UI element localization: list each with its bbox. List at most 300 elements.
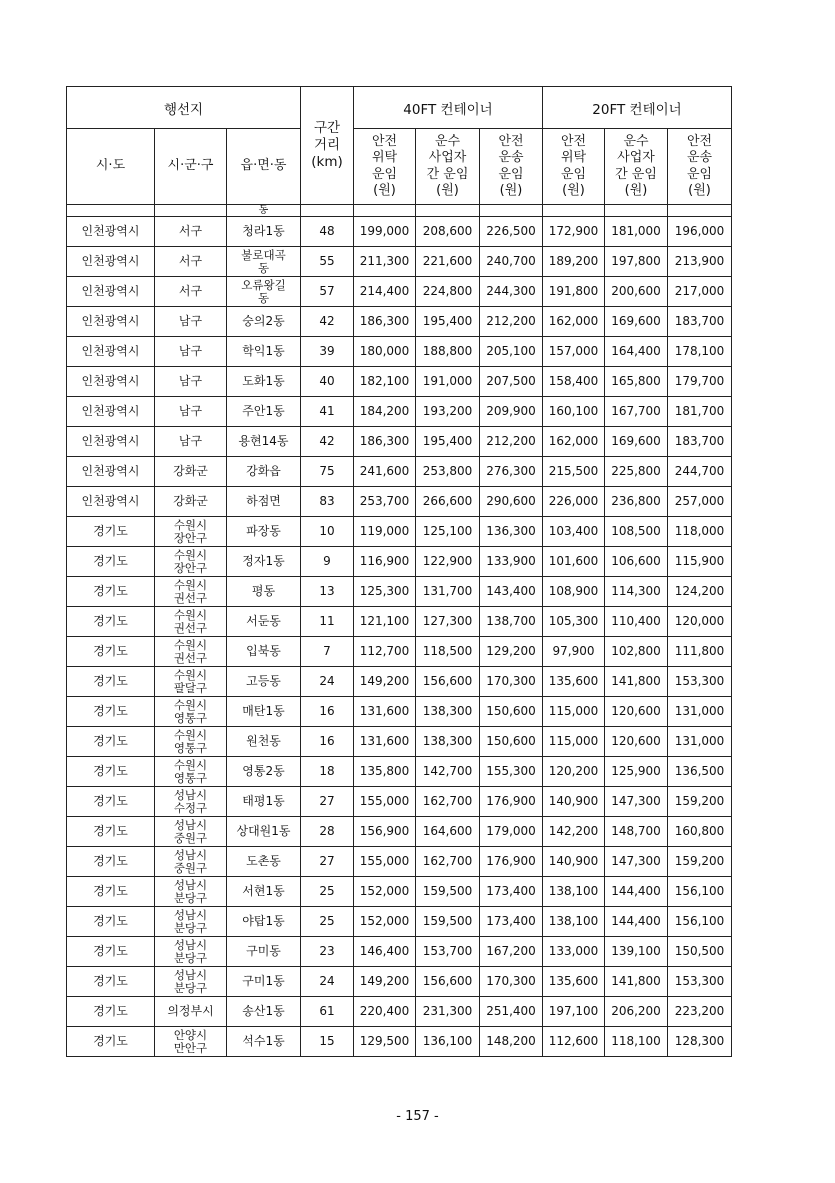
rate-40ft-carrier-cell: 231,300	[416, 997, 480, 1027]
sido-cell: 인천광역시	[67, 217, 155, 247]
distance-cell: 27	[301, 847, 354, 877]
sido-cell: 경기도	[67, 517, 155, 547]
sigungu-cell: 강화군	[155, 457, 227, 487]
rate-40ft-carrier-cell: 266,600	[416, 487, 480, 517]
sigungu-cell: 성남시 분당구	[155, 937, 227, 967]
rate-20ft-safe-transport-cell: 118,000	[668, 517, 732, 547]
rate-20ft-carrier-cell: 110,400	[605, 607, 668, 637]
rate-20ft-safe-consign-cell: 160,100	[543, 397, 605, 427]
dong-cell: 상대원1동	[227, 817, 301, 847]
rate-20ft-carrier-cell: 206,200	[605, 997, 668, 1027]
sido-cell: 경기도	[67, 967, 155, 997]
header-sido: 시·도	[67, 129, 155, 205]
rate-20ft-safe-transport-cell: 183,700	[668, 427, 732, 457]
rate-40ft-safe-consign-cell: 214,400	[354, 277, 416, 307]
header-40ft-carrier: 운수 사업자 간 운임 (원)	[416, 129, 480, 205]
rate-20ft-carrier-cell: 164,400	[605, 337, 668, 367]
rate-40ft-safe-transport-cell: 167,200	[480, 937, 543, 967]
rate-40ft-carrier-cell: 188,800	[416, 337, 480, 367]
rate-40ft-safe-consign-cell: 156,900	[354, 817, 416, 847]
distance-cell: 57	[301, 277, 354, 307]
rate-40ft-safe-consign-cell: 149,200	[354, 967, 416, 997]
sigungu-cell: 서구	[155, 247, 227, 277]
rate-20ft-carrier-cell: 236,800	[605, 487, 668, 517]
rate-20ft-safe-consign-cell: 135,600	[543, 667, 605, 697]
rate-20ft-safe-consign-cell: 101,600	[543, 547, 605, 577]
rate-40ft-carrier-cell: 191,000	[416, 367, 480, 397]
rate-40ft-safe-consign-cell: 220,400	[354, 997, 416, 1027]
rate-40ft-carrier-cell: 156,600	[416, 967, 480, 997]
dong-cell: 석수1동	[227, 1027, 301, 1057]
distance-cell: 7	[301, 637, 354, 667]
distance-cell: 16	[301, 727, 354, 757]
dong-cell: 정자1동	[227, 547, 301, 577]
dong-cell: 입북동	[227, 637, 301, 667]
rate-20ft-safe-transport-cell: 196,000	[668, 217, 732, 247]
distance-cell: 61	[301, 997, 354, 1027]
rate-40ft-carrier-cell: 162,700	[416, 847, 480, 877]
rate-40ft-carrier-cell: 162,700	[416, 787, 480, 817]
rate-40ft-carrier-cell: 131,700	[416, 577, 480, 607]
rate-20ft-carrier-cell: 147,300	[605, 787, 668, 817]
distance-cell: 55	[301, 247, 354, 277]
rate-20ft-safe-transport-cell: 213,900	[668, 247, 732, 277]
rate-40ft-safe-consign-cell: 186,300	[354, 307, 416, 337]
sigungu-cell: 수원시 장안구	[155, 517, 227, 547]
dong-cell: 서둔동	[227, 607, 301, 637]
rate-40ft-safe-transport-cell: 129,200	[480, 637, 543, 667]
sigungu-cell: 성남시 수정구	[155, 787, 227, 817]
distance-cell: 25	[301, 877, 354, 907]
distance-cell: 75	[301, 457, 354, 487]
rate-40ft-carrier-cell: 193,200	[416, 397, 480, 427]
sido-cell: 경기도	[67, 817, 155, 847]
rate-table-body	[67, 205, 732, 1057]
dong-cell: 구미동	[227, 937, 301, 967]
distance-cell: 28	[301, 817, 354, 847]
header-40ft: 40FT 컨테이너	[354, 87, 543, 129]
header-20ft-carrier: 운수 사업자 간 운임 (원)	[605, 129, 668, 205]
rate-20ft-safe-transport-cell: 159,200	[668, 847, 732, 877]
rate-20ft-safe-consign-cell: 162,000	[543, 307, 605, 337]
rate-40ft-safe-consign-cell: 155,000	[354, 787, 416, 817]
rate-20ft-carrier-cell: 118,100	[605, 1027, 668, 1057]
table-row	[67, 997, 732, 1027]
rate-20ft-carrier-cell: 225,800	[605, 457, 668, 487]
table-row	[67, 847, 732, 877]
sigungu-cell: 수원시 권선구	[155, 577, 227, 607]
rate-20ft-safe-transport-cell: 156,100	[668, 907, 732, 937]
table-row	[67, 967, 732, 997]
rate-40ft-safe-transport-cell: 143,400	[480, 577, 543, 607]
rate-40ft-safe-transport-cell: 251,400	[480, 997, 543, 1027]
rate-40ft-carrier-cell: 156,600	[416, 667, 480, 697]
rate-20ft-safe-transport-cell: 160,800	[668, 817, 732, 847]
rate-20ft-safe-consign-cell: 140,900	[543, 847, 605, 877]
rate-20ft-carrier-cell: 148,700	[605, 817, 668, 847]
rate-40ft-carrier-cell: 153,700	[416, 937, 480, 967]
rate-40ft-safe-consign-cell: 155,000	[354, 847, 416, 877]
rate-40ft-carrier-cell: 118,500	[416, 637, 480, 667]
rate-40ft-safe-consign-cell: 119,000	[354, 517, 416, 547]
sigungu-cell: 수원시 영통구	[155, 727, 227, 757]
sigungu-cell: 수원시 권선구	[155, 607, 227, 637]
table-row	[67, 277, 732, 307]
rate-20ft-safe-transport-cell: 156,100	[668, 877, 732, 907]
rate-20ft-safe-transport-cell: 179,700	[668, 367, 732, 397]
rate-40ft-carrier-cell: 195,400	[416, 307, 480, 337]
dong-cell: 불로대곡 동	[227, 247, 301, 277]
continuation-row	[67, 205, 732, 217]
sido-cell: 인천광역시	[67, 487, 155, 517]
dong-cell: 서현1동	[227, 877, 301, 907]
sigungu-cell: 강화군	[155, 487, 227, 517]
rate-40ft-carrier-cell: 136,100	[416, 1027, 480, 1057]
rate-20ft-carrier-cell: 120,600	[605, 727, 668, 757]
rate-40ft-safe-transport-cell: 138,700	[480, 607, 543, 637]
rate-20ft-carrier-cell: 197,800	[605, 247, 668, 277]
rate-20ft-carrier-cell: 102,800	[605, 637, 668, 667]
rate-40ft-carrier-cell: 127,300	[416, 607, 480, 637]
rate-40ft-safe-consign-cell: 241,600	[354, 457, 416, 487]
rate-20ft-safe-transport-cell: 120,000	[668, 607, 732, 637]
dong-cell: 용현14동	[227, 427, 301, 457]
rate-20ft-safe-transport-cell: 115,900	[668, 547, 732, 577]
rate-40ft-safe-transport-cell: 207,500	[480, 367, 543, 397]
sido-cell: 인천광역시	[67, 247, 155, 277]
rate-20ft-safe-transport-cell: 223,200	[668, 997, 732, 1027]
rate-20ft-carrier-cell: 114,300	[605, 577, 668, 607]
distance-cell: 42	[301, 307, 354, 337]
rate-20ft-safe-transport-cell: 124,200	[668, 577, 732, 607]
dong-cell: 주안1동	[227, 397, 301, 427]
rate-40ft-safe-transport-cell: 276,300	[480, 457, 543, 487]
dong-cell: 오류왕길 동	[227, 277, 301, 307]
table-row	[67, 607, 732, 637]
header-eupmyeondong: 읍·면·동	[227, 129, 301, 205]
rate-40ft-safe-consign-cell: 116,900	[354, 547, 416, 577]
sido-cell: 인천광역시	[67, 397, 155, 427]
rate-20ft-safe-transport-cell: 183,700	[668, 307, 732, 337]
rate-20ft-safe-transport-cell: 153,300	[668, 967, 732, 997]
rate-20ft-safe-consign-cell: 115,000	[543, 697, 605, 727]
rate-40ft-safe-transport-cell: 173,400	[480, 907, 543, 937]
rate-40ft-safe-transport-cell: 290,600	[480, 487, 543, 517]
rate-20ft-carrier-cell: 141,800	[605, 967, 668, 997]
rate-40ft-carrier-cell: 195,400	[416, 427, 480, 457]
sigungu-cell: 수원시 영통구	[155, 697, 227, 727]
rate-40ft-carrier-cell: 208,600	[416, 217, 480, 247]
rate-20ft-safe-consign-cell: 189,200	[543, 247, 605, 277]
rate-20ft-carrier-cell: 144,400	[605, 907, 668, 937]
rate-20ft-safe-transport-cell: 128,300	[668, 1027, 732, 1057]
rate-20ft-carrier-cell: 200,600	[605, 277, 668, 307]
rate-40ft-safe-consign-cell: 182,100	[354, 367, 416, 397]
distance-cell: 39	[301, 337, 354, 367]
table-row	[67, 697, 732, 727]
rate-20ft-safe-transport-cell: 131,000	[668, 697, 732, 727]
header-distance: 구간 거리 (km)	[301, 87, 354, 205]
sido-cell: 경기도	[67, 577, 155, 607]
sido-cell: 인천광역시	[67, 337, 155, 367]
table-row	[67, 577, 732, 607]
rate-40ft-safe-consign-cell: 131,600	[354, 727, 416, 757]
rate-40ft-safe-transport-cell: 244,300	[480, 277, 543, 307]
dong-cell: 구미1동	[227, 967, 301, 997]
rate-20ft-safe-consign-cell: 172,900	[543, 217, 605, 247]
rate-40ft-safe-transport-cell: 212,200	[480, 307, 543, 337]
rate-20ft-carrier-cell: 108,500	[605, 517, 668, 547]
sigungu-cell: 성남시 중원구	[155, 847, 227, 877]
rate-20ft-safe-consign-cell: 142,200	[543, 817, 605, 847]
continuation-cell: 동	[227, 205, 301, 217]
rate-20ft-safe-transport-cell: 159,200	[668, 787, 732, 817]
rate-20ft-carrier-cell: 120,600	[605, 697, 668, 727]
rate-20ft-safe-consign-cell: 215,500	[543, 457, 605, 487]
rate-40ft-safe-consign-cell: 135,800	[354, 757, 416, 787]
rate-40ft-carrier-cell: 138,300	[416, 697, 480, 727]
distance-cell: 15	[301, 1027, 354, 1057]
distance-cell: 24	[301, 967, 354, 997]
table-row	[67, 757, 732, 787]
rate-40ft-safe-transport-cell: 150,600	[480, 697, 543, 727]
dong-cell: 원천동	[227, 727, 301, 757]
header-20ft-safe-consign: 안전 위탁 운임 (원)	[543, 129, 605, 205]
sido-cell: 경기도	[67, 547, 155, 577]
rate-40ft-safe-transport-cell: 148,200	[480, 1027, 543, 1057]
distance-cell: 83	[301, 487, 354, 517]
rate-40ft-safe-transport-cell: 170,300	[480, 967, 543, 997]
sido-cell: 인천광역시	[67, 277, 155, 307]
distance-cell: 40	[301, 367, 354, 397]
rate-20ft-safe-consign-cell: 158,400	[543, 367, 605, 397]
rate-40ft-safe-consign-cell: 152,000	[354, 877, 416, 907]
sigungu-cell: 서구	[155, 217, 227, 247]
page-number: - 157 -	[396, 1109, 439, 1124]
rate-40ft-safe-transport-cell: 212,200	[480, 427, 543, 457]
rate-40ft-safe-transport-cell: 136,300	[480, 517, 543, 547]
rate-20ft-carrier-cell: 141,800	[605, 667, 668, 697]
sido-cell: 인천광역시	[67, 367, 155, 397]
sido-cell: 경기도	[67, 727, 155, 757]
sigungu-cell: 성남시 중원구	[155, 817, 227, 847]
rate-20ft-safe-consign-cell: 197,100	[543, 997, 605, 1027]
rate-20ft-safe-consign-cell: 133,000	[543, 937, 605, 967]
rate-40ft-safe-consign-cell: 125,300	[354, 577, 416, 607]
rate-20ft-carrier-cell: 106,600	[605, 547, 668, 577]
dong-cell: 청라1동	[227, 217, 301, 247]
table-row	[67, 247, 732, 277]
distance-cell: 10	[301, 517, 354, 547]
rate-40ft-carrier-cell: 224,800	[416, 277, 480, 307]
dong-cell: 야탑1동	[227, 907, 301, 937]
rate-40ft-safe-transport-cell: 173,400	[480, 877, 543, 907]
rate-20ft-safe-consign-cell: 140,900	[543, 787, 605, 817]
sido-cell: 경기도	[67, 907, 155, 937]
dong-cell: 영통2동	[227, 757, 301, 787]
rate-40ft-safe-transport-cell: 155,300	[480, 757, 543, 787]
rate-20ft-safe-consign-cell: 157,000	[543, 337, 605, 367]
rate-40ft-safe-transport-cell: 226,500	[480, 217, 543, 247]
table-row	[67, 787, 732, 817]
sido-cell: 인천광역시	[67, 307, 155, 337]
header-40ft-safe-transport: 안전 운송 운임 (원)	[480, 129, 543, 205]
distance-cell: 27	[301, 787, 354, 817]
distance-cell: 16	[301, 697, 354, 727]
table-row	[67, 1027, 732, 1057]
rate-20ft-carrier-cell: 139,100	[605, 937, 668, 967]
sigungu-cell: 남구	[155, 307, 227, 337]
rate-40ft-safe-transport-cell: 133,900	[480, 547, 543, 577]
rate-20ft-safe-consign-cell: 105,300	[543, 607, 605, 637]
table-row	[67, 367, 732, 397]
rate-20ft-carrier-cell: 169,600	[605, 307, 668, 337]
sido-cell: 경기도	[67, 877, 155, 907]
rate-20ft-safe-consign-cell: 135,600	[543, 967, 605, 997]
rate-20ft-safe-consign-cell: 226,000	[543, 487, 605, 517]
sido-cell: 경기도	[67, 697, 155, 727]
table-row	[67, 487, 732, 517]
dong-cell: 숭의2동	[227, 307, 301, 337]
sido-cell: 경기도	[67, 847, 155, 877]
rate-40ft-safe-transport-cell: 176,900	[480, 847, 543, 877]
rate-40ft-safe-transport-cell: 179,000	[480, 817, 543, 847]
rate-20ft-safe-consign-cell: 112,600	[543, 1027, 605, 1057]
sido-cell: 경기도	[67, 1027, 155, 1057]
dong-cell: 강화읍	[227, 457, 301, 487]
sido-cell: 경기도	[67, 757, 155, 787]
rate-40ft-carrier-cell: 122,900	[416, 547, 480, 577]
rate-20ft-carrier-cell: 181,000	[605, 217, 668, 247]
rate-20ft-carrier-cell: 167,700	[605, 397, 668, 427]
sigungu-cell: 안양시 만안구	[155, 1027, 227, 1057]
rate-40ft-safe-consign-cell: 112,700	[354, 637, 416, 667]
rate-40ft-safe-consign-cell: 121,100	[354, 607, 416, 637]
rate-20ft-safe-transport-cell: 150,500	[668, 937, 732, 967]
sigungu-cell: 의정부시	[155, 997, 227, 1027]
rate-40ft-safe-consign-cell: 149,200	[354, 667, 416, 697]
rate-40ft-safe-consign-cell: 131,600	[354, 697, 416, 727]
table-row	[67, 457, 732, 487]
header-20ft: 20FT 컨테이너	[543, 87, 732, 129]
rate-40ft-safe-transport-cell: 205,100	[480, 337, 543, 367]
table-row	[67, 937, 732, 967]
rate-20ft-safe-consign-cell: 138,100	[543, 907, 605, 937]
sigungu-cell: 성남시 분당구	[155, 967, 227, 997]
distance-cell: 48	[301, 217, 354, 247]
rate-20ft-carrier-cell: 125,900	[605, 757, 668, 787]
rate-20ft-safe-transport-cell: 217,000	[668, 277, 732, 307]
dong-cell: 평동	[227, 577, 301, 607]
dong-cell: 학익1동	[227, 337, 301, 367]
table-row	[67, 637, 732, 667]
header-sigungu: 시·군·구	[155, 129, 227, 205]
dong-cell: 송산1동	[227, 997, 301, 1027]
rate-20ft-safe-transport-cell: 136,500	[668, 757, 732, 787]
sigungu-cell: 서구	[155, 277, 227, 307]
rate-20ft-safe-transport-cell: 111,800	[668, 637, 732, 667]
distance-cell: 9	[301, 547, 354, 577]
rate-20ft-safe-transport-cell: 257,000	[668, 487, 732, 517]
sido-cell: 인천광역시	[67, 457, 155, 487]
sido-cell: 경기도	[67, 937, 155, 967]
rate-20ft-safe-transport-cell: 131,000	[668, 727, 732, 757]
rate-40ft-carrier-cell: 164,600	[416, 817, 480, 847]
distance-cell: 11	[301, 607, 354, 637]
rate-40ft-safe-consign-cell: 186,300	[354, 427, 416, 457]
sigungu-cell: 수원시 권선구	[155, 637, 227, 667]
rate-40ft-carrier-cell: 159,500	[416, 907, 480, 937]
dong-cell: 도화1동	[227, 367, 301, 397]
rate-20ft-safe-transport-cell: 181,700	[668, 397, 732, 427]
rate-20ft-carrier-cell: 169,600	[605, 427, 668, 457]
distance-cell: 23	[301, 937, 354, 967]
sido-cell: 경기도	[67, 637, 155, 667]
header-region: 행선지	[67, 87, 301, 129]
dong-cell: 파장동	[227, 517, 301, 547]
sido-cell: 경기도	[67, 787, 155, 817]
table-row	[67, 397, 732, 427]
sigungu-cell: 남구	[155, 427, 227, 457]
rate-40ft-safe-consign-cell: 199,000	[354, 217, 416, 247]
table-row	[67, 217, 732, 247]
distance-cell: 25	[301, 907, 354, 937]
sido-cell: 경기도	[67, 997, 155, 1027]
sido-cell: 경기도	[67, 667, 155, 697]
rate-40ft-carrier-cell: 125,100	[416, 517, 480, 547]
rate-20ft-safe-consign-cell: 103,400	[543, 517, 605, 547]
table-row	[67, 307, 732, 337]
sigungu-cell: 수원시 팔달구	[155, 667, 227, 697]
dong-cell: 매탄1동	[227, 697, 301, 727]
table-row	[67, 877, 732, 907]
table-row	[67, 427, 732, 457]
dong-cell: 도촌동	[227, 847, 301, 877]
rate-40ft-safe-transport-cell: 176,900	[480, 787, 543, 817]
rate-20ft-safe-transport-cell: 178,100	[668, 337, 732, 367]
table-row	[67, 817, 732, 847]
distance-cell: 13	[301, 577, 354, 607]
rate-20ft-carrier-cell: 147,300	[605, 847, 668, 877]
rate-40ft-safe-consign-cell: 184,200	[354, 397, 416, 427]
rate-20ft-safe-consign-cell: 120,200	[543, 757, 605, 787]
sigungu-cell: 수원시 장안구	[155, 547, 227, 577]
distance-cell: 42	[301, 427, 354, 457]
rate-20ft-safe-transport-cell: 244,700	[668, 457, 732, 487]
sido-cell: 인천광역시	[67, 427, 155, 457]
dong-cell: 고등동	[227, 667, 301, 697]
table-row	[67, 907, 732, 937]
sigungu-cell: 남구	[155, 397, 227, 427]
rate-40ft-carrier-cell: 253,800	[416, 457, 480, 487]
table-row	[67, 517, 732, 547]
distance-cell: 24	[301, 667, 354, 697]
sido-cell: 경기도	[67, 607, 155, 637]
rate-40ft-safe-consign-cell: 152,000	[354, 907, 416, 937]
rate-20ft-safe-consign-cell: 97,900	[543, 637, 605, 667]
rate-40ft-safe-transport-cell: 150,600	[480, 727, 543, 757]
header-40ft-safe-consign: 안전 위탁 운임 (원)	[354, 129, 416, 205]
rate-40ft-safe-consign-cell: 129,500	[354, 1027, 416, 1057]
rate-20ft-safe-consign-cell: 138,100	[543, 877, 605, 907]
table-row	[67, 727, 732, 757]
rate-20ft-carrier-cell: 144,400	[605, 877, 668, 907]
dong-cell: 태평1동	[227, 787, 301, 817]
sigungu-cell: 성남시 분당구	[155, 907, 227, 937]
rate-40ft-safe-transport-cell: 170,300	[480, 667, 543, 697]
rate-20ft-carrier-cell: 165,800	[605, 367, 668, 397]
sigungu-cell: 성남시 분당구	[155, 877, 227, 907]
